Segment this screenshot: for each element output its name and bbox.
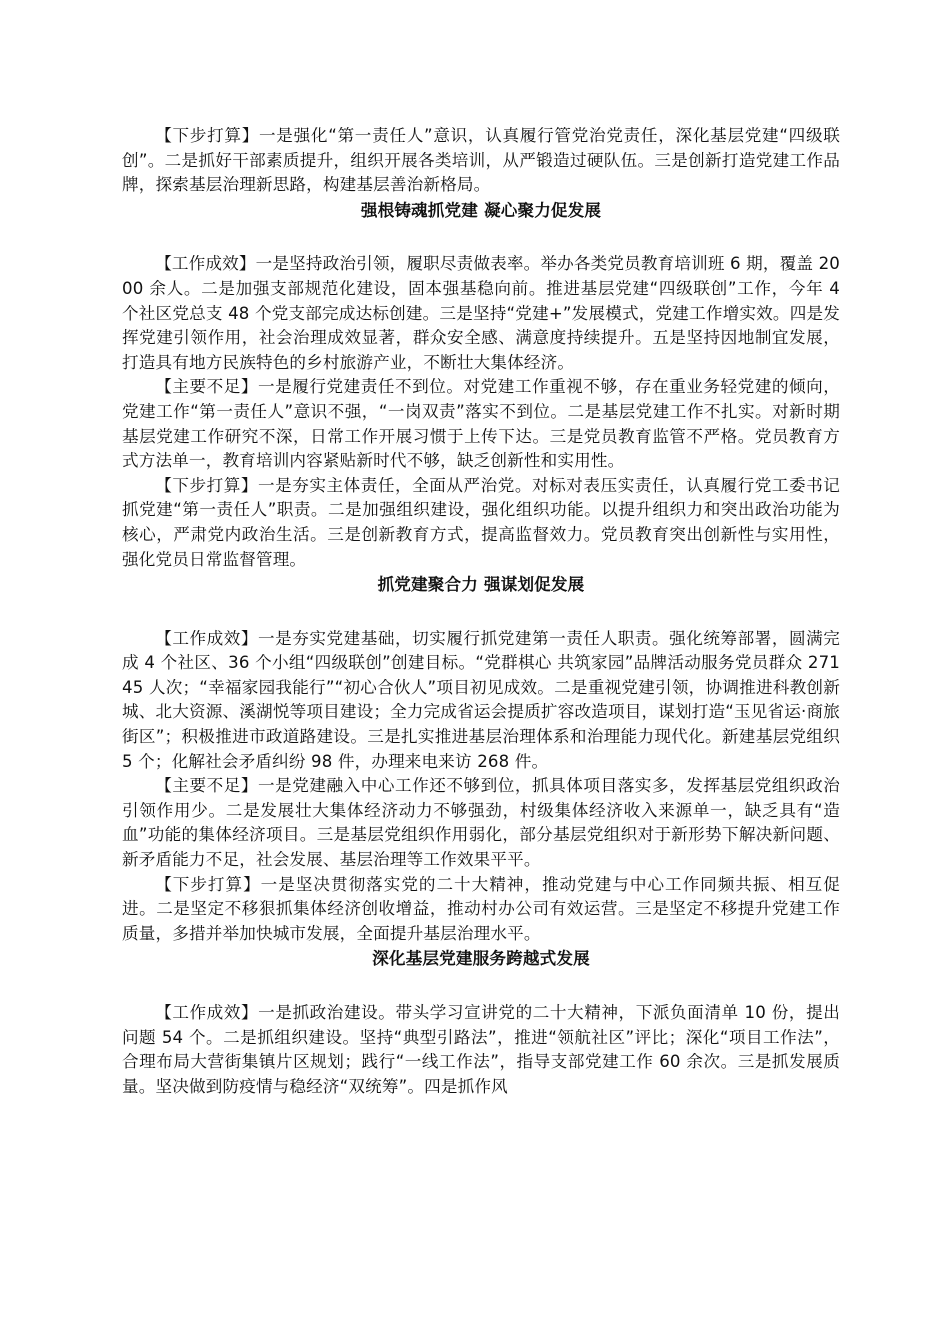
section-title-3: 深化基层党建服务跨越式发展 [372,949,590,969]
paragraph-achievements-3: 【工作成效】一是抓政治建设。带头学习宣讲党的二十大精神，下派负面清单 10 份，提出问题 54 个。二是抓组织建设。坚持“典型引路法”，推进“领航社区”评比；深化“项目工作法”，合理布局大营街集镇片区规划；践行“一线工作法”，指导支部党建工作 60 余次。三是抓发展质量。坚决做到防疫情与稳经济“双统筹”。四是抓作风 [122,1003,840,1096]
paragraph-shortcomings-2: 【主要不足】一是党建融入中心工作还不够到位，抓具体项目落实多，发挥基层党组织政治引领作用少。二是发展壮大集体经济动力不够强劲，村级集体经济收入来源单一，缺乏具有“造血”功能的集体经济项目。三是基层党组织作用弱化，部分基层党组织对于新形势下解决新问题、新矛盾能力不足，社会发展、基层治理等工作效果平平。 [122,776,840,870]
paragraph-next-steps-1: 【下步打算】一是强化“第一责任人”意识，认真履行管党治党责任，深化基层党建“四级联创”。二是抓好干部素质提升，组织开展各类培训，从严锻造过硬队伍。三是创新打造党建工作品牌，探索基层治理新思路，构建基层善治新格局。 [122,126,840,195]
section-title-2: 抓党建聚合力 强谋划促发展 [377,575,585,595]
paragraph-achievements-2: 【工作成效】一是夯实党建基础，切实履行抓党建第一责任人职责。强化统筹部署，圆满完成 4 个社区、36 个小组“四级联创”创建目标。“党群棋心 共筑家园”品牌活动服务党员群众 27145 人次；“幸福家园我能行”“初心合伙人”项目初见成效。二是重视党建引领，协调推进科教创新城、北大资源、溪湖悦等项目建设；全力完成省运会提质扩容改造项目，谋划打造“玉见省运·商旅街区”；积极推进市政道路建设。三是扎实推进基层治理体系和治理能力现代化。新建基层党组织 5 个；化解社会矛盾纠纷 98 件，办理来电来访 268 件。 [122,628,840,771]
section-title-1: 强根铸魂抓党建 凝心聚力促发展 [360,200,602,220]
paragraph-achievements-1: 【工作成效】一是坚持政治引领，履职尽责做表率。举办各类党员教育培训班 6 期，覆盖 2000 余人。二是加强支部规范化建设，固本强基稳向前。推进基层党建“四级联创”工作，今年 4 个社区党总支 48 个党支部完成达标创建。三是坚持“党建+”发展模式，党建工作增实效。四是发挥党建引领作用，社会治理成效显著，群众安全感、满意度持续提升。五是坚持因地制宜发展，打造具有地方民族特色的乡村旅游产业，不断壮大集体经济。 [122,254,841,372]
paragraph-next-steps-3: 【下步打算】一是坚决贯彻落实党的二十大精神，推动党建与中心工作同频共振、相互促进。二是坚定不移狠抓集体经济创收增益，推动村办公司有效运营。三是坚定不移提升党建工作质量，多措并举加快城市发展，全面提升基层治理水平。 [122,874,840,943]
paragraph-next-steps-2: 【下步打算】一是夯实主体责任，全面从严治党。对标对表压实责任，认真履行党工委书记抓党建“第一责任人”职责。二是加强组织建设，强化组织功能。以提升组织力和突出政治功能为核心，严肃党内政治生活。三是创新教育方式，提高监督效力。党员教育突出创新性与实用性，强化党员日常监督管理。 [122,475,840,569]
document-page [122,124,840,1099]
paragraph-shortcomings-1: 【主要不足】一是履行党建责任不到位。对党建工作重视不够，存在重业务轻党建的倾向，党建工作“第一责任人”意识不强，“一岗双责”落实不到位。二是基层党建工作不扎实。对新时期基层党建工作研究不深，日常工作开展习惯于上传下达。三是党员教育监管不严格。党员教育方式方法单一，教育培训内容紧贴新时代不够，缺乏创新性和实用性。 [122,377,840,471]
